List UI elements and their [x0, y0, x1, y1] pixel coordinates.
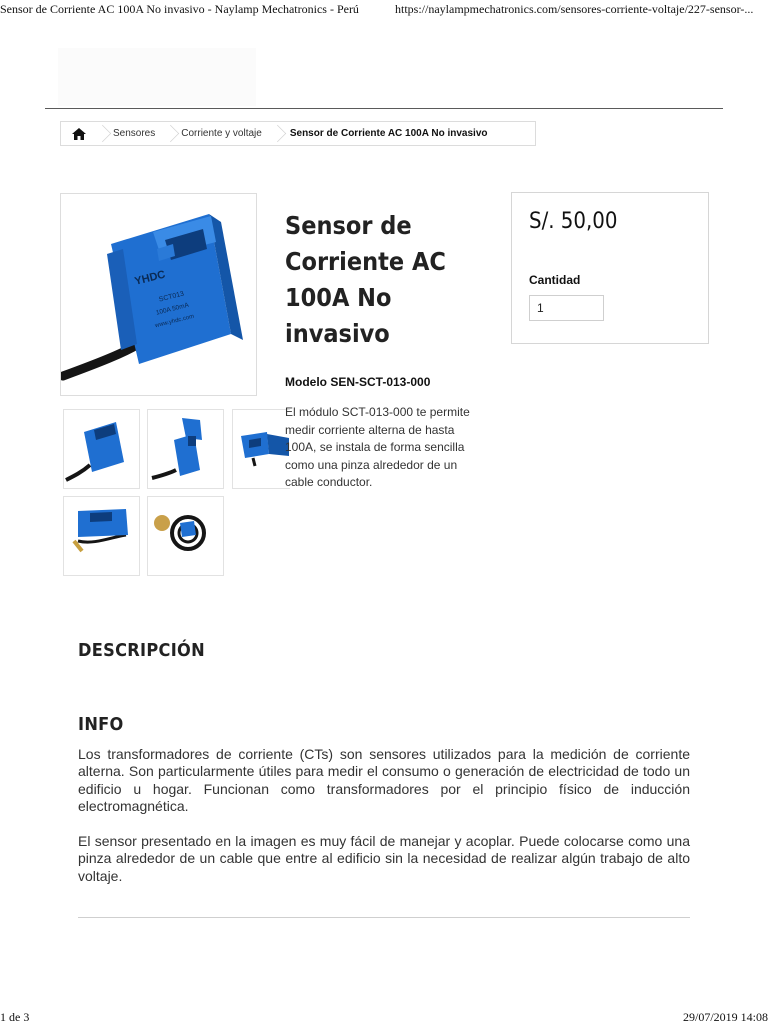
- product-thumbnail[interactable]: [232, 409, 290, 489]
- home-icon: [72, 128, 86, 140]
- print-page-url: https://naylampmechatronics.com/sensores-corriente-voltaje/227-sensor-...: [395, 2, 754, 16]
- svg-text:SCT013: SCT013: [158, 290, 185, 304]
- print-page-number: 1 de 3: [0, 1010, 30, 1024]
- product-main-image[interactable]: [60, 193, 257, 396]
- info-paragraph: Los transformadores de corriente (CTs) son sensores utilizados para la medición de corriente alterna. Son particularmente útiles para medir el consumo o generación de electricidad de todo un edificio u hogar. Funcionan como transformadores por el principio físico de inducción electromagnética.: [78, 746, 690, 814]
- print-date: 29/07/2019 14:08: [682, 1010, 768, 1024]
- breadcrumb-current: Sensor de Corriente AC 100A No invasivo: [289, 128, 488, 139]
- print-page-title: Sensor de Corriente AC 100A No invasivo - Naylamp Mechatronics - Perú: [0, 2, 359, 16]
- info-paragraph: El sensor presentado en la imagen es muy fácil de manejar y acoplar. Puede colocarse como una pinza alrededor de un cable que entre al edificio sin la necesidad de realizar algún trabajo de alto voltaje.: [78, 833, 690, 884]
- site-logo[interactable]: [58, 48, 256, 106]
- product-short-description: El módulo SCT-013-000 te permite medir corriente alterna de hasta 100A, se instala de forma sencilla como una pinza alrededor de un cable conductor.: [285, 405, 470, 489]
- breadcrumb-separator: [272, 122, 282, 145]
- breadcrumb-separator: [165, 122, 175, 145]
- breadcrumb-separator: [97, 122, 107, 145]
- product-model: Modelo SEN-SCT-013-000: [285, 375, 431, 389]
- breadcrumb-item-corriente-voltaje[interactable]: Corriente y voltaje: [181, 128, 262, 139]
- breadcrumb-item-sensores[interactable]: Sensores: [113, 128, 156, 139]
- print-header: [0, 0, 768, 18]
- product-thumbnail[interactable]: [147, 409, 224, 489]
- section-divider: [78, 917, 690, 918]
- print-footer: [0, 1008, 768, 1024]
- quantity-input[interactable]: [529, 295, 604, 321]
- product-price: S/. 50,00: [529, 209, 618, 234]
- breadcrumb: [60, 121, 536, 146]
- descripcion-heading: DESCRIPCIÓN: [78, 640, 205, 661]
- product-thumbnail[interactable]: [147, 496, 224, 576]
- quantity-label: Cantidad: [529, 273, 581, 287]
- info-heading: INFO: [78, 714, 124, 735]
- svg-text:100A 50mA: 100A 50mA: [155, 301, 190, 317]
- purchase-box: [511, 192, 709, 344]
- breadcrumb-home-link[interactable]: [61, 122, 97, 145]
- product-thumbnail[interactable]: [63, 496, 140, 576]
- header-divider: [45, 108, 723, 109]
- product-title: Sensor de Corriente AC 100A No invasivo: [285, 211, 446, 348]
- product-thumbnail[interactable]: [63, 409, 140, 489]
- sensor-image: [61, 194, 257, 396]
- svg-text:YHDC: YHDC: [133, 268, 167, 288]
- svg-text:www.yhdc.com: www.yhdc.com: [154, 313, 195, 330]
